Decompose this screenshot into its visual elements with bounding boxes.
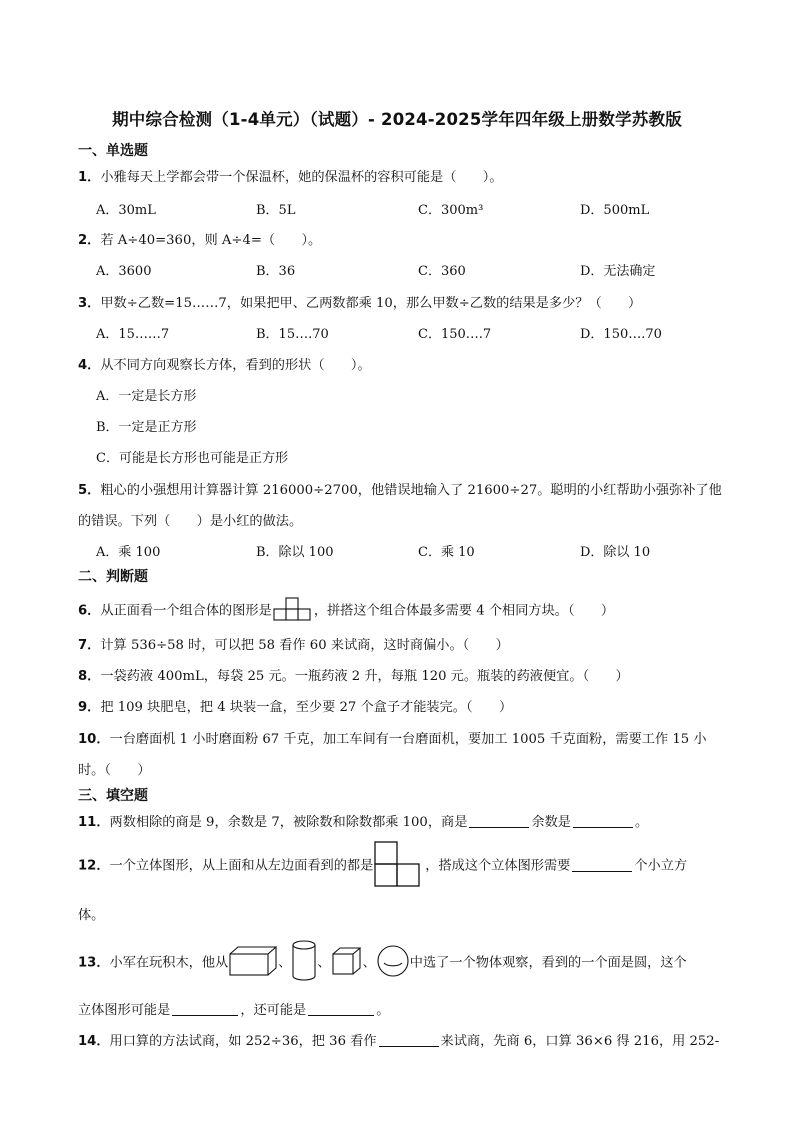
front-view-figure-icon [272,597,314,625]
q3-option-c: C．150….7 [418,327,492,342]
section-heading-true-false: 二、判断题 [78,569,148,585]
question-4 [78,354,371,373]
question-text: 小雅每天上学都会带一个保温杯，她的保温杯的容积可能是（ ）。 [100,170,503,185]
question-text: 若 A÷40=360，则 A÷4=（ ）。 [100,233,322,248]
question-11 [78,811,648,830]
question-number: 9． [78,700,101,715]
q4-option-b: B．一定是正方形 [96,420,197,435]
question-text: 用口算的方法试商，如 252÷36，把 36 看作 [109,1034,377,1049]
cube-icon [331,946,363,980]
q5-option-a: A．乘 100 [96,545,161,560]
q1-option-b: B．5L [256,203,296,218]
l-shape-view-icon [373,840,425,892]
question-12-continued: 体。 [78,908,105,923]
q4-option-c: C．可能是长方形也可能是正方形 [96,451,288,466]
question-text: 一台磨面机 1 小时磨面粉 67 千克，加工车间有一台磨面机，要加工 1005 千克面粉，需要工作 15 小 [109,732,707,747]
section-heading-fill-in: 三、填空题 [78,788,148,804]
question-3 [78,292,641,311]
answer-blank[interactable] [379,1033,439,1047]
question-10 [78,728,707,747]
question-7 [78,634,509,653]
question-number: 11． [78,815,110,830]
question-text: 小军在玩积木，他从 [109,955,229,971]
question-10-continued: 时。（ ） [78,763,151,778]
question-2 [78,229,321,248]
question-text: 余数是 [531,815,571,830]
q5-option-d: D．除以 10 [580,545,651,560]
question-text: 把 109 块肥皂，把 4 块装一盒，至少要 27 个盒子才能装完。（ ） [100,700,513,715]
question-1 [78,166,503,185]
question-text: ，拼搭这个组合体最多需要 4 个相同方块。（ ） [313,603,615,619]
question-text: ，搭成这个立体图形需要 [425,858,571,874]
separator: 、 [317,955,331,971]
question-number: 13． [78,955,110,971]
question-number: 4． [78,358,101,373]
answer-blank[interactable] [172,1002,238,1016]
separator: 、 [278,955,292,971]
q3-option-d: D．150….70 [580,327,662,342]
question-number: 1． [78,170,101,185]
q3-option-a: A．15……7 [96,327,170,342]
question-text: 粗心的小强想用计算器计算 216000÷2700，他错误地输入了 21600÷27。聪明的小红帮助小强弥补了他 [100,483,722,498]
question-14 [78,1030,719,1049]
answer-blank[interactable] [469,814,529,828]
question-text: ，还可能是 [240,1003,307,1018]
question-text: 从不同方向观察长方体，看到的形状（ ）。 [100,358,371,373]
q3-option-b: B．15….70 [256,327,329,342]
question-text: 两数相除的商是 9，余数是 7，被除数和除数都乘 100，商是 [109,815,468,830]
question-number: 12． [78,858,110,874]
q1-option-a: A．30mL [96,203,156,218]
q2-option-d: D．无法确定 [580,264,656,279]
question-text: 个小立方 [634,858,688,874]
question-number: 2． [78,233,101,248]
question-5 [78,479,722,498]
q2-option-a: A．3600 [96,264,152,279]
q2-option-b: B．36 [256,264,296,279]
question-number: 7． [78,638,101,653]
q4-option-a: A．一定是长方形 [96,389,197,404]
answer-blank[interactable] [573,814,633,828]
question-text: 一袋药液 400mL，每袋 25 元。一瓶药液 2 升，每瓶 120 元。瓶装的药液便宜。（ ） [100,669,629,684]
question-13 [78,940,687,986]
question-text: 甲数÷乙数=15……7，如果把甲、乙两数都乘 10，那么甲数÷乙数的结果是多少？（ ） [100,296,642,311]
q5-option-c: C．乘 10 [418,545,475,560]
q1-option-d: D．500mL [580,203,650,218]
question-text: 。 [376,1003,390,1018]
q5-option-b: B．除以 100 [256,545,334,560]
question-text: 来试商，先商 6，口算 36×6 得 216，用 252- [440,1034,720,1049]
cuboid-icon [228,945,278,981]
question-text: 。 [634,815,649,830]
question-number: 14． [78,1034,110,1049]
question-9 [78,696,512,715]
page-title: 期中综合检测（1-4单元）（试题）- 2024-2025学年四年级上册数学苏教版 [112,110,682,129]
question-number: 8． [78,669,101,684]
question-6 [78,597,614,625]
question-8 [78,665,629,684]
question-text: 计算 536÷58 时，可以把 58 看作 60 来试商，这时商偏小。（ ） [100,638,509,653]
question-number: 10． [78,732,110,747]
sphere-icon [376,944,410,982]
q1-option-c: C．300m³ [418,203,484,218]
question-text: 从正面看一个组合体的图形是 [100,603,272,619]
question-text: 一个立体图形，从上面和从左边面看到的都是 [109,858,374,874]
question-text: 立体图形可能是 [78,1003,171,1018]
question-number: 5． [78,483,101,498]
section-heading-single-choice: 一、单选题 [78,143,148,159]
question-text: 中选了一个物体观察，看到的一个面是圆，这个 [409,955,687,971]
answer-blank[interactable] [572,858,632,872]
separator: 、 [362,955,376,971]
cylinder-icon [291,940,317,986]
question-number: 3． [78,296,101,311]
question-5-continued: 的错误。下列（ ）是小红的做法。 [78,514,303,529]
answer-blank[interactable] [308,1002,374,1016]
q2-option-c: C．360 [418,264,466,279]
question-number: 6． [78,603,101,619]
question-13-continued [78,999,389,1018]
question-12 [78,840,687,892]
